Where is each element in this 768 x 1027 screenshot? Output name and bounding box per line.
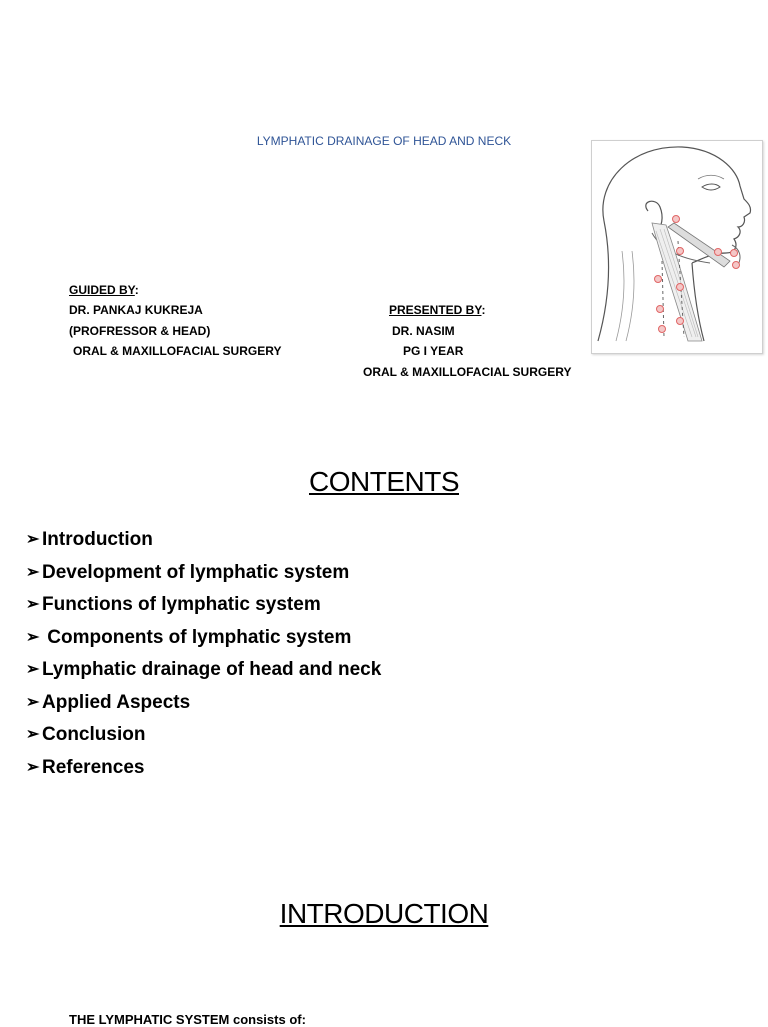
contents-item-label: Functions of lymphatic system [42, 594, 321, 615]
lymph-node-marker [733, 262, 740, 269]
contents-list [26, 527, 381, 787]
guide-department: ORAL & MAXILLOFACIAL SURGERY [73, 344, 282, 358]
introduction-heading: INTRODUCTION [279, 898, 489, 929]
lymph-node-marker [673, 216, 680, 223]
head-neck-svg [592, 141, 762, 353]
lymph-node-marker [659, 326, 666, 333]
presented-by-colon: : [481, 303, 486, 317]
eye-outline [702, 184, 720, 190]
presented-by-label: PRESENTED BY [389, 303, 482, 317]
guide-name: DR. PANKAJ KUKREJA [69, 303, 203, 317]
contents-item [26, 527, 381, 560]
contents-item [26, 657, 381, 690]
contents-item [26, 592, 381, 625]
contents-item-label: References [42, 756, 145, 778]
document-title: LYMPHATIC DRAINAGE OF HEAD AND NECK [256, 134, 512, 148]
head-outline [603, 147, 751, 263]
arrow-bullet-icon: ➢ [26, 693, 40, 711]
lymph-node-marker [655, 276, 662, 283]
lymph-node-marker [677, 248, 684, 255]
presenter-department: ORAL & MAXILLOFACIAL SURGERY [363, 365, 572, 379]
lymph-node-marker [677, 318, 684, 325]
arrow-bullet-icon: ➢ [26, 563, 40, 581]
presenter-name: DR. NASIM [392, 324, 455, 338]
presented-by-heading [389, 303, 485, 317]
lymph-node-marker [657, 306, 664, 313]
contents-item [26, 560, 381, 593]
contents-item-label: Development of lymphatic system [42, 561, 350, 583]
arrow-bullet-icon: ➢ [26, 531, 40, 548]
contents-item [26, 755, 381, 788]
contents-item-label: Lymphatic drainage of head and neck [42, 659, 382, 680]
guide-role: (PROFRESSOR & HEAD) [69, 324, 211, 338]
guided-by-heading [69, 283, 139, 297]
contents-item-label: Conclusion [42, 724, 146, 745]
lymph-node-marker [731, 250, 738, 257]
contents-item [26, 625, 381, 658]
contents-heading: CONTENTS [309, 466, 459, 497]
lymph-node-marker [677, 284, 684, 291]
contents-item-label: Applied Aspects [42, 691, 191, 713]
guided-by-label: GUIDED BY [69, 283, 135, 297]
guided-by-colon: : [134, 283, 139, 297]
arrow-bullet-icon: ➢ [26, 661, 40, 678]
contents-item [26, 690, 381, 723]
presenter-year: PG I YEAR [403, 344, 464, 358]
neck-back [598, 221, 609, 341]
contents-item-label: Introduction [42, 529, 153, 550]
lymph-node-marker [715, 249, 722, 256]
arrow-bullet-icon: ➢ [26, 628, 40, 646]
contents-item [26, 722, 381, 755]
arrow-bullet-icon: ➢ [26, 596, 40, 613]
introduction-first-line: THE LYMPHATIC SYSTEM consists of: [69, 1012, 306, 1027]
arrow-bullet-icon: ➢ [26, 726, 40, 743]
contents-item-label: Components of lymphatic system [42, 626, 352, 648]
arrow-bullet-icon: ➢ [26, 758, 40, 776]
head-neck-lymph-nodes-illustration [591, 140, 763, 354]
